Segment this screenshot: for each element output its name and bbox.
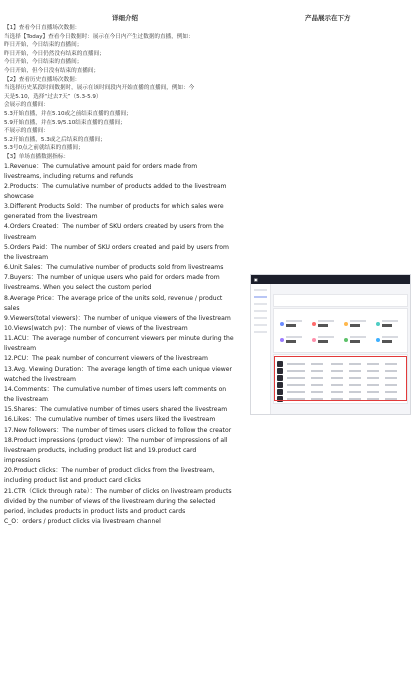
description-line: 13.Avg. Viewing Duration：The average length of time each unique viewer bbox=[4, 365, 233, 373]
description-line: C_O：orders / product clicks via livestream channel bbox=[4, 517, 161, 525]
description-line: 【1】查看今日直播场次数据： bbox=[4, 25, 81, 31]
description-line: including product list and product card clicks bbox=[4, 477, 141, 485]
app-topbar bbox=[251, 275, 410, 284]
description-line: 昨日开始，今日结束的直播间； bbox=[4, 42, 83, 49]
description-line: the livestream bbox=[4, 253, 49, 261]
description-line: 14.Comments：The cumulative number of times users left comments on bbox=[4, 385, 227, 393]
description-line: watched the livestream bbox=[4, 375, 76, 383]
description-line: generated from the livestream bbox=[4, 213, 98, 221]
app-sidebar bbox=[251, 284, 271, 414]
metric-icon bbox=[376, 322, 380, 326]
description-line: 21.CTR（Click through rate）：The number of clicks on livestream products bbox=[4, 487, 232, 495]
description-line: the livestream bbox=[4, 396, 49, 404]
metric-icon bbox=[312, 322, 316, 326]
description-line: showcase bbox=[4, 192, 34, 200]
page-header bbox=[0, 0, 417, 24]
description-line: 5.3开始直播，并在5.10或之前结束直播的直播间； bbox=[4, 110, 132, 117]
description-line: 天是5.10，选择“过去7天”（5.3-5.9） bbox=[4, 93, 102, 100]
metric-card bbox=[312, 319, 340, 330]
description-line: 15.Shares：The cumulative number of times users shared the livestream bbox=[4, 406, 228, 414]
metric-icon bbox=[376, 338, 380, 342]
metric-card bbox=[344, 335, 372, 346]
filter-bar bbox=[273, 294, 408, 307]
description-line: 不展示的直播间： bbox=[4, 128, 49, 135]
description-line: impressions bbox=[4, 457, 41, 465]
description-line: livestreams. When you select the custom period bbox=[4, 284, 152, 292]
description-line: 20.Product clicks：The number of product clicks from the livestream, bbox=[4, 467, 215, 475]
description-line: livestream products, including product list and 19.product card bbox=[4, 446, 197, 454]
description-line: 3.Different Products Sold：The number of products for which sales were bbox=[4, 203, 224, 211]
metric-cards-panel bbox=[273, 308, 408, 353]
description-line: livestream bbox=[4, 345, 37, 353]
description-line: 当选择历史某段时间数据时，展示在该时间段内开始直播的直播间，例如：今 bbox=[4, 85, 195, 92]
description-line: 9.Viewers(total viewers)：The number of unique viewers of the livestream bbox=[4, 314, 231, 322]
description-line: 18.Product impressions (product view)：The number of impressions of all bbox=[4, 436, 228, 444]
description-line: 12.PCU：The peak number of concurrent viewers of the livestream bbox=[4, 355, 208, 363]
metric-card bbox=[312, 335, 340, 346]
metric-icon bbox=[344, 322, 348, 326]
description-line: 当选择【Today】查看今日数据时：展示在今日内产生过数据的直播，例如： bbox=[4, 33, 194, 40]
product-display-heading: 产品展示在下方 bbox=[305, 14, 351, 22]
product-screenshot bbox=[250, 274, 411, 415]
description-line: 16.Likes：The cumulative number of times users liked the livestream bbox=[4, 416, 216, 424]
description-line: 【2】查看历史直播场次数据： bbox=[4, 76, 81, 83]
metric-card bbox=[376, 335, 404, 346]
description-line: 昨日开始，今日仍然没有结束的直播间； bbox=[4, 50, 105, 57]
description-line: livestreams, including returns and refunds bbox=[4, 172, 134, 180]
description-line: 今日开始，今日结束的直播间； bbox=[4, 59, 83, 66]
description-line: 会展示的直播间： bbox=[4, 102, 49, 109]
description-line: divided by the number of views of the livestream during the selected bbox=[4, 497, 216, 505]
description-line: 1.Revenue：The cumulative amount paid for orders made from bbox=[4, 162, 198, 170]
description-line: 今日开始，但今日没有结束的直播间； bbox=[4, 67, 100, 74]
details-heading: 详细介绍 bbox=[112, 14, 138, 22]
metric-card bbox=[280, 335, 308, 346]
app-logo: ▣ bbox=[254, 277, 258, 282]
description-line: 11.ACU：The average number of concurrent viewers per minute during the bbox=[4, 335, 234, 343]
description-line: 【3】单场直播数据指标： bbox=[4, 153, 70, 160]
description-line: 2.Products：The cumulative number of products added to the livestream bbox=[4, 182, 227, 190]
metric-icon bbox=[344, 338, 348, 342]
description-line: 5.9开始直播，并在5.9/5.10结束直播的直播间； bbox=[4, 119, 126, 126]
table-highlight-box bbox=[274, 356, 407, 401]
metric-icon bbox=[280, 338, 284, 342]
description-line: 5.Orders Paid：The number of SKU orders created and paid by users from bbox=[4, 243, 229, 251]
description-line: 5.2开始直播，5.3或之后结束的直播间； bbox=[4, 136, 106, 143]
metric-icon bbox=[280, 322, 284, 326]
metric-card bbox=[376, 319, 404, 330]
description-line: livestream bbox=[4, 233, 37, 241]
description-line: period, includes products in product lists and product cards bbox=[4, 507, 186, 515]
metric-card bbox=[344, 319, 372, 330]
metric-icon bbox=[312, 338, 316, 342]
description-line: sales bbox=[4, 304, 20, 312]
description-line: 4.Orders Created：The number of SKU orders created by users from the bbox=[4, 223, 224, 231]
metric-card bbox=[280, 319, 308, 330]
description-line: 6.Unit Sales：The cumulative number of products sold from livestreams bbox=[4, 264, 224, 272]
description-line: 8.Average Price：The average price of the units sold, revenue / product bbox=[4, 294, 223, 302]
description-line: 10.Views(watch pv)：The number of views of the livestream bbox=[4, 325, 188, 332]
description-line: 7.Buyers：The number of unique users who paid for orders made from bbox=[4, 274, 220, 282]
description-column bbox=[4, 24, 247, 527]
description-line: 17.New followers：The number of times users clicked to follow the creator bbox=[4, 426, 232, 434]
description-line: 5.3号0点之前就结束的直播间； bbox=[4, 145, 84, 152]
